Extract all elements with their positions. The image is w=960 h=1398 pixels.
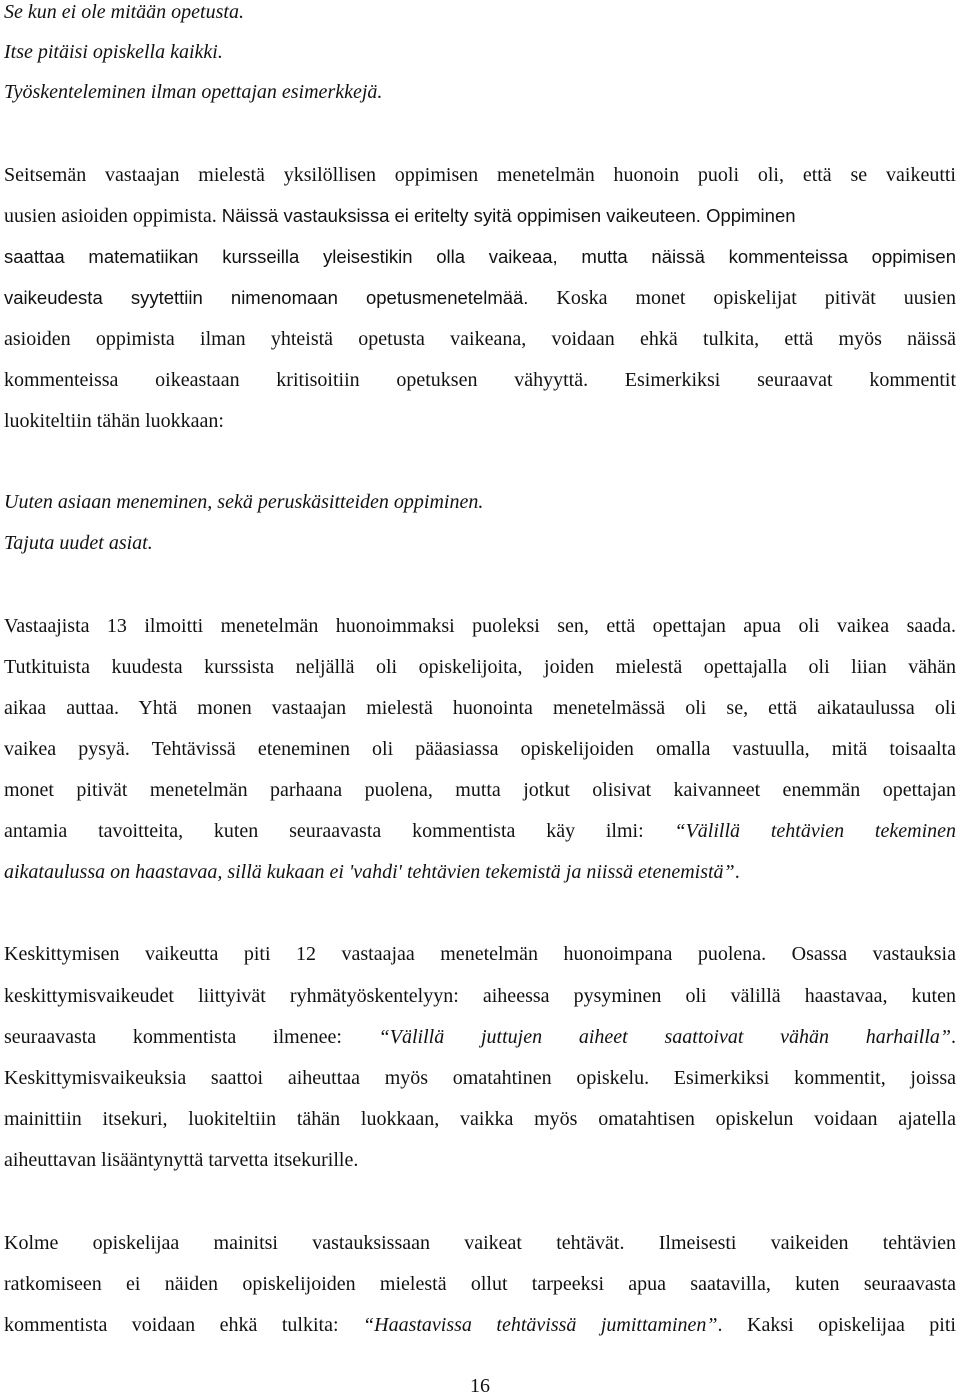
paragraph-line — [4, 1313, 956, 1337]
paragraph-line: kommenteissa oikeastaan kritisoitiin opetuksen vähyyttä. Esimerkiksi seuraavat kommentit — [4, 369, 956, 391]
paragraph-line: Vastaajista 13 ilmoitti menetelmän huonoimmaksi puoleksi sen, että opettajan apua oli vaikea saada. — [4, 615, 956, 637]
paragraph-line: monet pitivät menetelmän parhaana puolena, mutta jotkut olisivat kaivanneet enemmän opettajan — [4, 779, 956, 801]
quote-span: “Välillä juttujen aiheet saattoivat vähän harhailla” — [378, 1026, 951, 1048]
paragraph-line: mainittiin itsekuri, luokiteltiin tähän luokkaan, vaikka myös omatahtisen opiskelun voidaan ajatella — [4, 1108, 956, 1130]
quote-span: “Haastavissa tehtävissä jumittaminen” — [363, 1314, 718, 1336]
paragraph-line: saattaa matematiikan kursseilla yleisestikin olla vaikeaa, mutta näissä kommenteissa oppimisen — [4, 246, 956, 267]
text-span: Koska monet opiskelijat pitivät uusien — [528, 287, 957, 309]
paragraph-line: Seitsemän vastaajan mielestä yksilöllisen oppimisen menetelmän huonoin puoli oli, että se vaikeutti — [4, 164, 956, 186]
paragraph-line: aikaa auttaa. Yhtä monen vastaajan mielestä huonointa menetelmässä oli se, että aikataulussa oli — [4, 697, 956, 719]
paragraph-line: aiheuttavan lisääntynyttä tarvetta itsekurille. — [4, 1149, 359, 1171]
text-span: seuraavasta kommentista ilmenee: — [4, 1026, 379, 1048]
paragraph-line: vaikea pysyä. Tehtävissä eteneminen oli pääasiassa opiskelijoiden omalla vastuulla, mitä toisaalta — [4, 738, 956, 760]
paragraph-line: Keskittymisvaikeuksia saattoi aiheuttaa myös omatahtinen opiskelu. Esimerkiksi kommentit, joissa — [4, 1067, 956, 1089]
paragraph-line — [4, 204, 956, 228]
quote-line: Se kun ei ole mitään opetusta. — [4, 1, 244, 23]
quote-line: Työskenteleminen ilman opettajan esimerkkejä. — [4, 81, 383, 103]
quote-line: Uuten asiaan meneminen, sekä peruskäsitteiden oppiminen. — [4, 491, 484, 513]
paragraph-line — [4, 1025, 956, 1049]
paragraph-line: luokiteltiin tähän luokkaan: — [4, 410, 224, 432]
paragraph-line: ratkomiseen ei näiden opiskelijoiden mielestä ollut tarpeeksi apua saatavilla, kuten seuraavasta — [4, 1273, 956, 1295]
text-span: uusien asioiden oppimista. — [4, 205, 222, 227]
text-span: Näissä vastauksissa ei eritelty syitä oppimisen vaikeuteen. Oppiminen — [221, 205, 796, 226]
text-span: antamia tavoitteita, kuten seuraavasta kommentista käy ilmi: — [4, 820, 675, 842]
text-span: kommentista voidaan ehkä tulkita: — [4, 1314, 363, 1336]
text-span: . Kaksi opiskelijaa piti — [717, 1314, 956, 1336]
paragraph-line — [4, 860, 956, 884]
paragraph-line: Tutkituista kuudesta kurssista neljällä oli opiskelijoita, joiden mielestä opettajalla oli liian vähän — [4, 656, 956, 678]
quote-span: aikataulussa on haastavaa, sillä kukaan ei 'vahdi' tehtävien tekemistä ja niissä etenemistä” — [4, 861, 735, 883]
quote-span: “Välillä tehtävien tekeminen — [674, 820, 957, 842]
paragraph-line: Kolme opiskelijaa mainitsi vastauksissaan vaikeat tehtävät. Ilmeisesti vaikeiden tehtävien — [4, 1232, 956, 1254]
text-span: . — [734, 861, 740, 883]
paragraph-line — [4, 819, 956, 843]
paragraph-line — [4, 286, 956, 310]
paragraph-line: asioiden oppimista ilman yhteistä opetusta vaikeana, voidaan ehkä tulkita, että myös näissä — [4, 328, 956, 350]
paragraph-line: keskittymisvaikeudet liittyivät ryhmätyöskentelyyn: aiheessa pysyminen oli välillä haastavaa, kuten — [4, 985, 956, 1007]
quote-line: Itse pitäisi opiskella kaikki. — [4, 41, 223, 63]
quote-line: Tajuta uudet asiat. — [4, 532, 153, 554]
text-span: vaikeudesta syytettiin nimenomaan opetusmenetelmää. — [4, 287, 529, 308]
page-number: 16 — [470, 1375, 490, 1397]
text-span: . — [951, 1026, 956, 1048]
paragraph-line: Keskittymisen vaikeutta piti 12 vastaajaa menetelmän huonoimpana puolena. Osassa vastauksia — [4, 943, 956, 965]
